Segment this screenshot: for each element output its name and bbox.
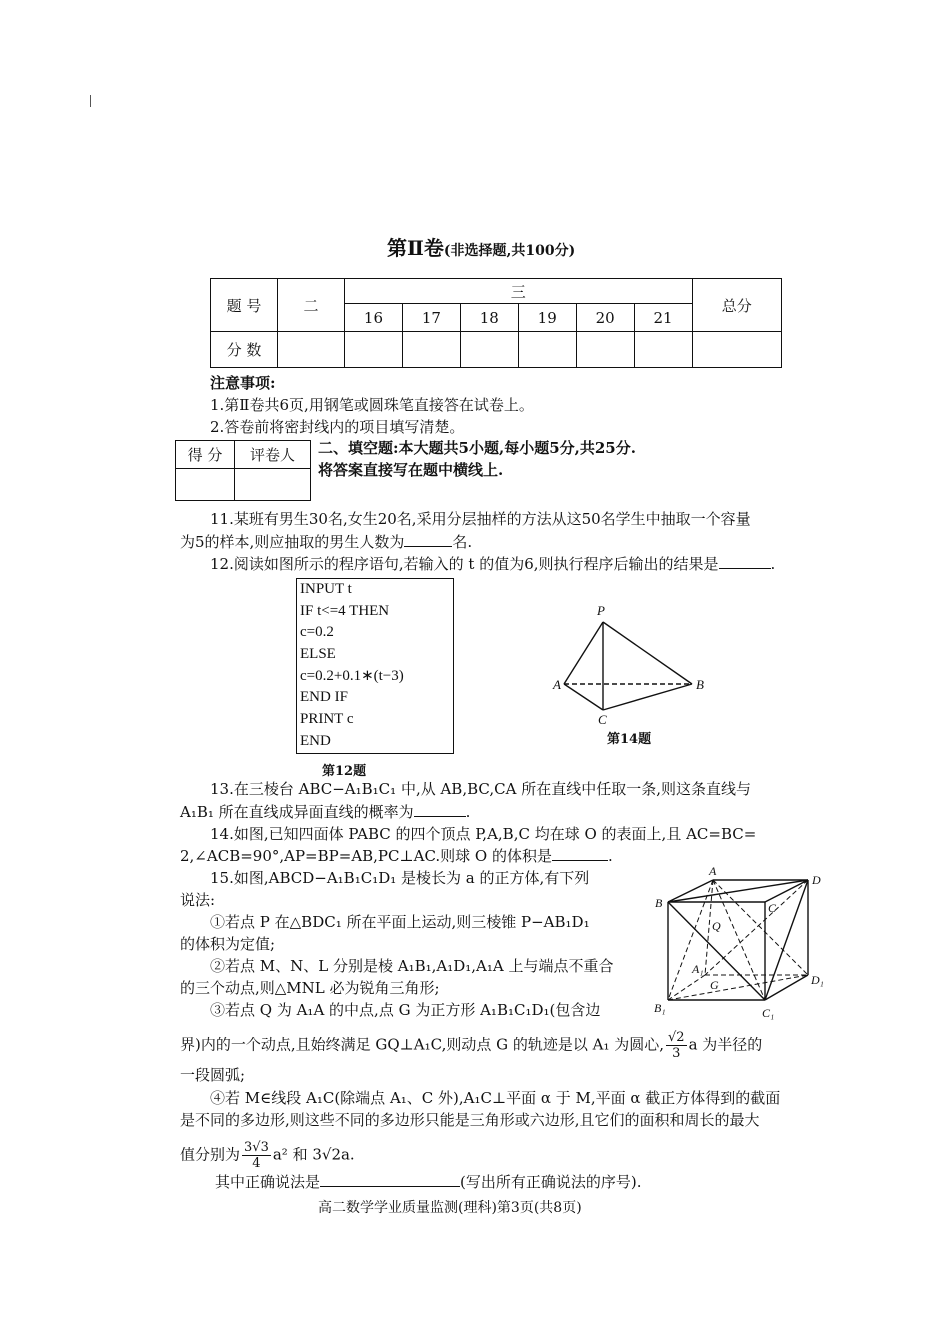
q11-text-part: 为5的样本,则应抽取的男生人数为 [180,533,405,551]
header-q18: 18 [460,304,518,332]
page-footer: 高二数学学业质量监测(理科)第3页(共8页) [318,1200,582,1216]
label-d1: D₁ [811,973,824,987]
q14-text: 14.如图,已知四面体 PABC 的四个顶点 P,A,B,C 均在球 O 的表面上,且 AC=BC= [210,825,757,843]
title-main: 第Ⅱ卷 [387,236,444,260]
q15-text: 15.如图,ABCD−A₁B₁C₁D₁ 是棱长为 a 的正方体,有下列 [210,869,590,887]
q13-text: 13.在三棱台 ABC−A₁B₁C₁ 中,从 AB,BC,CA 所在直线中任取一条,则这条直线与 [210,780,751,798]
section-instructions: 将答案直接写在题中横线上. [318,461,504,479]
section-title [387,238,575,261]
fig12-caption: 第12题 [322,764,367,779]
edge-pb [603,622,692,684]
code-line: END [300,732,331,749]
grader-name-label: 评卷人 [235,441,311,469]
edge-cb [603,684,692,710]
header-q20: 20 [576,304,634,332]
q15-statement-4: ④若 M∈线段 A₁C(除端点 A₁、C 外),A₁C⊥平面 α 于 M,平面 α 截正方体得到的截面 [210,1089,781,1107]
score-cell[interactable] [460,332,518,368]
q15-statement-3 [180,1030,762,1061]
score-cell[interactable] [402,332,460,368]
q11-text [180,532,472,552]
q12-text [210,554,775,574]
q15-text-part: 界)内的一个动点,且始终满足 GQ⊥A₁C,则动点 G 的轨迹是以 A₁ 为圆心, [180,1035,665,1054]
notes-heading: 注意事项: [210,374,276,392]
code-line: c=0.2 [300,624,334,641]
fraction-denominator: 3 [672,1046,681,1061]
q11-text-end: 名. [452,533,473,551]
q15-statement-3: 一段圆弧; [180,1066,246,1084]
code-line: INPUT t [300,581,352,597]
header-q16: 16 [345,304,403,332]
code-line: END IF [300,689,348,706]
fraction-numerator: √2 [668,1030,685,1045]
tetrahedron-figure [550,600,720,730]
q15-text-part: 值分别为 [180,1145,241,1164]
program-code-box [296,578,454,754]
label-p: P [597,603,605,618]
q14-text-end: . [608,847,613,865]
q15-text: 说法: [180,891,216,909]
q15-text-end: (写出所有正确说法的序号). [460,1173,642,1191]
q12-text-end: . [770,555,776,573]
header-section-2: 二 [278,279,345,332]
edge-pa [564,622,603,684]
cube-figure [650,862,835,1022]
fraction-denominator: 4 [252,1156,261,1171]
q13-answer-blank[interactable] [414,802,466,817]
label-c1: C₁ [762,1006,775,1020]
q15-statement-4: 是不同的多边形,则这些不同的多边形只能是三角形或六边形,且它们的面积和周长的最大 [180,1111,760,1129]
fraction [666,1030,687,1061]
grader-name-cell[interactable] [235,469,311,501]
score-cell[interactable] [576,332,634,368]
q14-text-part: 2,∠ACB=90°,AP=BP=AB,PC⊥AC.则球 O 的体积是 [180,847,552,865]
grader-box [175,440,311,501]
code-line: IF t<=4 THEN [300,602,390,619]
q15-statement-2: ②若点 M、N、L 分别是棱 A₁B₁,A₁D₁,A₁A 上与端点不重合 [210,957,614,975]
label-b1: B₁ [654,1001,666,1015]
label-b: B [696,677,704,692]
section-instructions: 二、填空题:本大题共5小题,每小题5分,共25分. [318,439,636,457]
header-q19: 19 [518,304,576,332]
code-line: ELSE [300,646,336,663]
header-section-3: 三 [345,279,693,304]
fig14-caption: 第14题 [607,732,652,747]
row-label-score: 分 数 [211,332,278,368]
code-line: c=0.2+0.1∗(t−3) [300,667,404,684]
code-line: PRINT c [300,711,354,728]
q15-text-part: a 为半径的 [688,1035,763,1054]
grader-score-cell[interactable] [176,469,235,501]
label-a1: A₁ [692,962,704,976]
q15-text-part: a² 和 3√2a. [272,1145,355,1164]
q15-answer-blank[interactable] [320,1172,460,1187]
q13-text-end: . [465,803,471,821]
scan-mark [90,95,91,107]
q13-text-part: A₁B₁ 所在直线成异面直线的概率为 [180,803,414,821]
label-d: D [812,873,821,887]
q15-statement-3: ③若点 Q 为 A₁A 的中点,点 G 为正方形 A₁B₁C₁D₁(包含边 [210,1001,601,1019]
score-cell[interactable] [345,332,403,368]
q13-text [180,802,470,822]
header-q17: 17 [402,304,460,332]
label-a: A [709,864,717,878]
label-b: B [655,896,663,910]
q14-answer-blank[interactable] [552,846,608,861]
note-item: 2.答卷前将密封线内的项目填写清楚。 [210,418,465,436]
q11-answer-blank[interactable] [404,532,452,547]
grader-score-label: 得 分 [176,441,235,469]
q12-text-part: 12.阅读如图所示的程序语句,若输入的 t 的值为6,则执行程序后输出的结果是 [210,555,719,573]
header-q21: 21 [634,304,692,332]
title-sub: (非选择题,共100分) [443,243,576,259]
q15-statement-1: ①若点 P 在△BDC₁ 所在平面上运动,则三棱锥 P−AB₁D₁ [210,913,590,931]
fraction [242,1140,271,1171]
label-q: Q [712,919,721,933]
score-cell[interactable] [634,332,692,368]
row-label-question: 题 号 [211,279,278,332]
label-c: C [768,901,777,915]
q11-text: 11.某班有男生30名,女生20名,采用分层抽样的方法从这50名学生中抽取一个容量 [210,510,751,528]
q15-text-part: 其中正确说法是 [215,1173,321,1191]
score-table [210,278,782,368]
fraction-numerator: 3√3 [244,1140,269,1155]
label-c: C [598,712,607,727]
q15-answer-line [215,1172,642,1192]
q15-statement-4 [180,1140,355,1171]
edge-ac [564,684,603,710]
q12-answer-blank[interactable] [719,554,771,569]
q15-statement-2: 的三个动点,则△MNL 必为锐角三角形; [180,979,440,997]
score-cell[interactable] [692,332,781,368]
header-total: 总分 [692,279,781,332]
score-cell[interactable] [518,332,576,368]
score-cell[interactable] [278,332,345,368]
note-item: 1.第Ⅱ卷共6页,用钢笔或圆珠笔直接答在试卷上。 [210,396,534,414]
q15-statement-1: 的体积为定值; [180,935,276,953]
label-a: A [553,677,561,692]
q14-text [180,846,613,866]
label-g: G [710,978,719,992]
